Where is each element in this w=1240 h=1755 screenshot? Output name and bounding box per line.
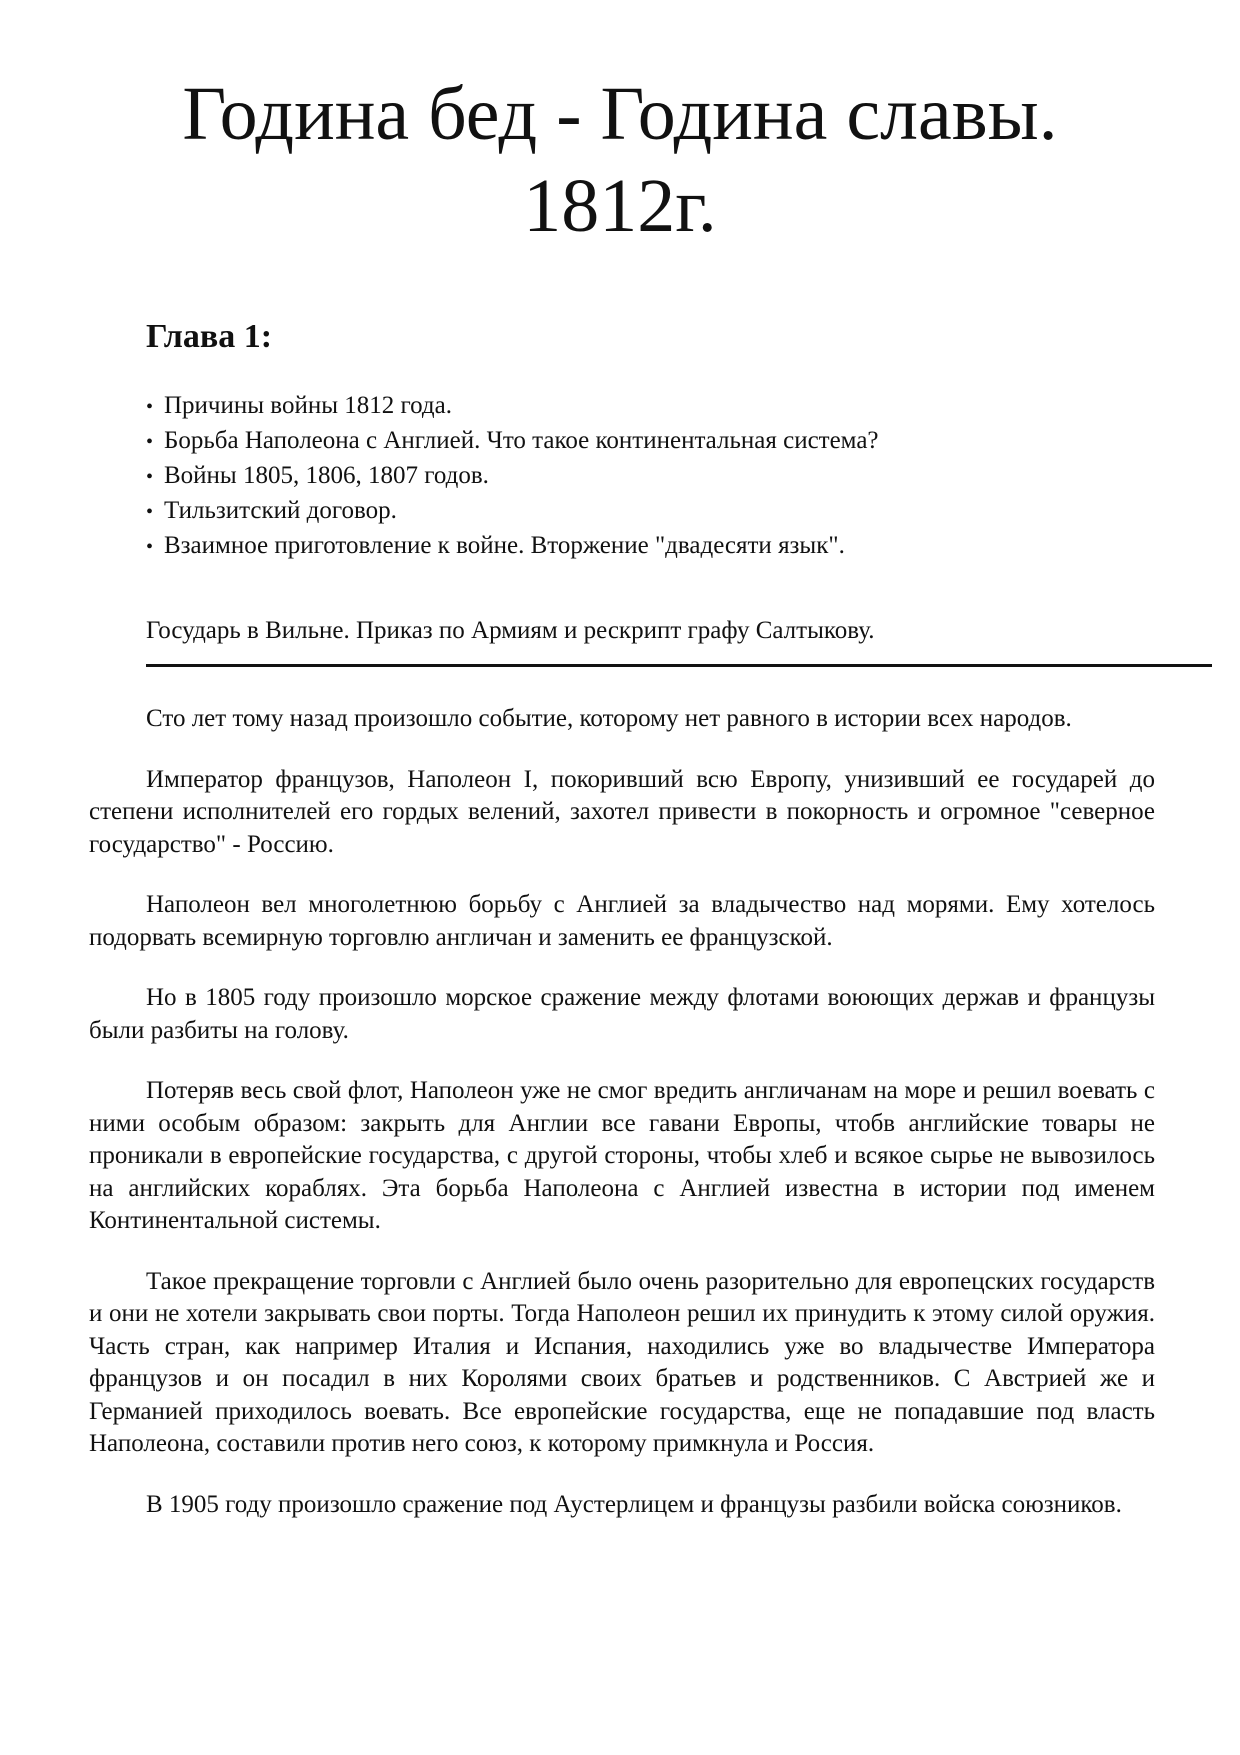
- document-title: [0, 68, 1240, 252]
- title-line-1: Година бед - Година славы.: [182, 72, 1058, 156]
- paragraph: Такое прекращение торговли с Англией было очень разорительно для европецских государств и они не хотели закрывать свои порты. Тогда Наполеон решил их принудить к этому силой оружия. Часть стран, как например Италия и Испания, находились уже во владычестве Императора французов и он посадил в них Королями своих братьев и родственников. С Австрией же и Германией приходилось воевать. Все европейские государства, еще не попадавшие под власть Наполеона, составили против него союз, к которому примкнула и Россия.: [89, 1267, 1155, 1457]
- bullet-icon: •: [146, 466, 154, 488]
- list-item: [146, 529, 879, 564]
- list-item-text: Причины войны 1812 года.: [164, 392, 452, 419]
- paragraph: Сто лет тому назад произошло событие, которому нет равного в истории всех народов.: [146, 705, 1072, 732]
- bullet-icon: •: [146, 501, 154, 523]
- paragraph: Потеряв весь свой флот, Наполеон уже не смог вредить англичанам на море и решил воевать с ними особым образом: закрыть для Англии все гавани Европы, чтобв английские товары не проникали в европейские государства, с другой стороны, чтобы хлеб и всякое сырье не вывозилось на английских кораблях. Эта борьба Наполеона с Англией известна в истории под именем Континентальной системы.: [89, 1077, 1155, 1234]
- bullet-icon: •: [146, 396, 154, 418]
- chapter-heading: Глава 1:: [146, 318, 273, 355]
- title-line-2: 1812г.: [523, 164, 717, 248]
- section-subtitle: Государь в Вильне. Приказ по Армиям и рескрипт графу Салтыкову.: [146, 617, 875, 644]
- paragraph: Наполеон вел многолетнюю борьбу с Англией за владычество над морями. Ему хотелось подорвать всемирную торговлю англичан и заменить ее французской.: [89, 891, 1155, 951]
- list-item-text: Взаимное приготовление к войне. Вторжение "двадесяти язык".: [164, 532, 845, 559]
- paragraph: Император французов, Наполеон I, покоривший всю Европу, унизивший ее государей до степени исполнителей его гордых велений, захотел привести в покорность и огромное "северное государство" - Россию.: [89, 765, 1155, 858]
- paragraph: В 1905 году произошло сражение под Аустерлицем и французы разбили войска союзников.: [146, 1490, 1122, 1518]
- chapter-topics-list: [146, 389, 879, 564]
- list-item-text: Тильзитский договор.: [164, 497, 397, 524]
- list-item: [146, 389, 879, 424]
- list-item-text: Войны 1805, 1806, 1807 годов.: [164, 462, 489, 489]
- list-item: [146, 459, 879, 494]
- list-item-text: Борьба Наполеона с Англией. Что такое континентальная система?: [164, 427, 879, 454]
- bullet-icon: •: [146, 431, 154, 453]
- list-item: [146, 424, 879, 459]
- body-text: [89, 703, 1155, 1549]
- horizontal-divider: [146, 664, 1212, 667]
- bullet-icon: •: [146, 536, 154, 558]
- paragraph: Но в 1805 году произошло морское сражение между флотами воюющих держав и французы были разбиты на голову.: [89, 984, 1155, 1044]
- list-item: [146, 494, 879, 529]
